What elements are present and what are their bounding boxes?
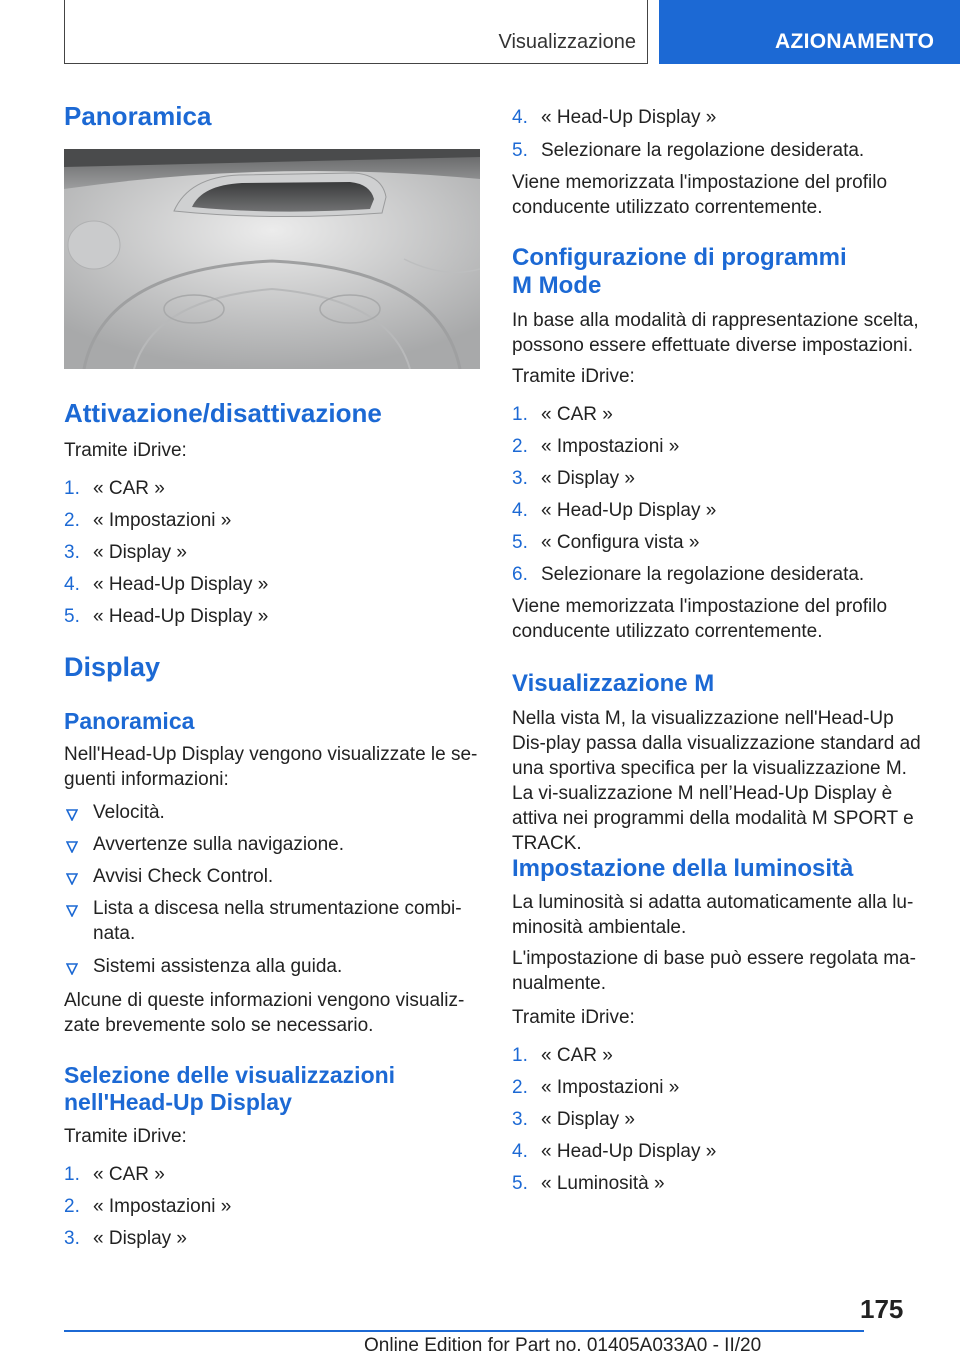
bullet-triangle-icon — [66, 841, 78, 853]
luminosita-heading: Impostazione della luminosità — [512, 855, 854, 882]
bullet-triangle-icon — [66, 809, 78, 821]
hud-photo — [64, 149, 480, 369]
panoramica-heading: Panoramica — [64, 101, 212, 131]
configurazione-intro: In base alla modalità di rappresentazione scelta, possono essere effettuate diverse impostazioni. — [512, 310, 919, 356]
selezione-intro: Tramite iDrive: — [64, 1126, 187, 1147]
attivazione-intro: Tramite iDrive: — [64, 440, 187, 461]
luminosita-idrive: Tramite iDrive: — [512, 1007, 635, 1028]
bullet-triangle-icon — [66, 905, 78, 917]
visualizzazione-m-text: Nella vista M, la visualizzazione nell'Head-Up Dis-play passa dalla visualizzazione standard ad una sportiva specifica per la visualizzazione M. La vi-sualizzazione M nell’Head-Up Display è attiva nei programmi della modalità M SPORT e TRACK. — [512, 708, 921, 854]
footer-edition: Online Edition for Part no. 01405A033A0 - II/20 — [364, 1335, 762, 1356]
display-note: Alcune di queste informazioni vengono visualiz-zate brevemente solo se necessario. — [64, 990, 465, 1036]
configurazione-idrive: Tramite iDrive: — [512, 366, 635, 387]
header-tab-azionamento[interactable]: AZIONAMENTO — [659, 0, 960, 64]
selezione-heading: Selezione delle visualizzazioni nell'Head-Up Display — [64, 1062, 396, 1115]
luminosita-text1: La luminosità si adatta automaticamente alla lu-minosità ambientale. — [512, 892, 914, 938]
configurazione-note: Viene memorizzata l'impostazione del profilo conducente utilizzato correntemente. — [512, 596, 888, 642]
selezione-note: Viene memorizzata l'impostazione del profilo conducente utilizzato correntemente. — [512, 172, 888, 218]
configurazione-heading-line2: M Mode — [512, 272, 602, 299]
header-title: Visualizzazione — [498, 31, 636, 53]
footer-divider — [64, 1330, 864, 1332]
bullet-triangle-icon — [66, 963, 78, 975]
configurazione-heading-line1: Configurazione di programmi — [512, 244, 847, 271]
attivazione-heading: Attivazione/disattivazione — [64, 398, 382, 428]
page-number: 175 — [860, 1294, 904, 1324]
display-heading: Display — [64, 652, 161, 682]
display-intro: Nell'Head-Up Display vengono visualizzate le se-guenti informazioni: — [64, 744, 478, 790]
luminosita-text2: L'impostazione di base può essere regolata ma-nualmente. — [512, 948, 916, 994]
visualizzazione-m-heading: Visualizzazione M — [512, 670, 715, 697]
bullet-triangle-icon — [66, 873, 78, 885]
display-panoramica-subheading: Panoramica — [64, 708, 195, 734]
